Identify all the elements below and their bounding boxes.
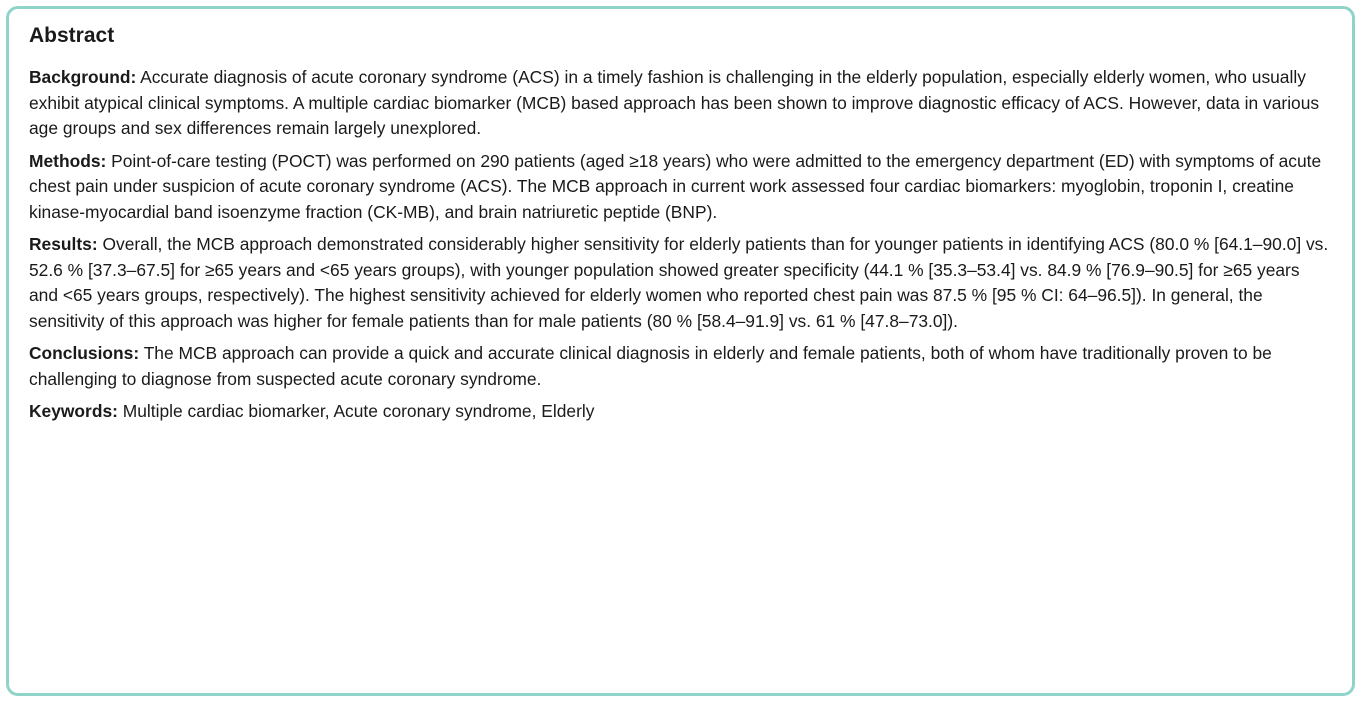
conclusions-text: The MCB approach can provide a quick and accurate clinical diagnosis in elderly and female patients, both of whom have traditionally proven to be challenging to diagnose from suspected acute coronary syndrome. — [29, 343, 1272, 389]
abstract-heading: Abstract — [29, 24, 115, 47]
background-section — [29, 65, 1332, 142]
keywords-section — [29, 399, 1332, 425]
conclusions-label: Conclusions: — [29, 343, 140, 363]
methods-section — [29, 149, 1332, 226]
background-text: Accurate diagnosis of acute coronary syndrome (ACS) in a timely fashion is challenging in the elderly population, especially elderly women, who usually exhibit atypical clinical symptoms. A multiple cardiac biomarker (MCB) based approach has been shown to improve diagnostic efficacy of ACS. However, data in various age groups and sex differences remain largely unexplored. — [29, 67, 1320, 138]
keywords-label: Keywords: — [29, 401, 118, 421]
conclusions-section — [29, 341, 1332, 392]
methods-text: Point-of-care testing (POCT) was performed on 290 patients (aged ≥18 years) who were admitted to the emergency department (ED) with symptoms of acute chest pain under suspicion of acute coronary syndrome (ACS). The MCB approach in current work assessed four cardiac biomarkers: myoglobin, troponin I, creatine kinase-myocardial band isoenzyme fraction (CK-MB), and brain natriuretic peptide (BNP). — [29, 150, 1322, 222]
results-text: Overall, the MCB approach demonstrated considerably higher sensitivity for elderly patients than for younger patients in identifying ACS (80.0 % [64.1–90.0] vs. 52.6 % [37.3–67.5] for ≥65 years and <65 years groups), with younger population showed greater specificity (44.1 % [35.3–53.4] vs. 84.9 % [76.9–90.5] for ≥65 years and <65 years groups, respectively). The highest sensitivity achieved for elderly women who reported chest pain was 87.5 % [95 % CI: 64–96.5]). In general, the sensitivity of this approach was higher for female patients than for male patients (80 % [58.4–91.9] vs. 61 % [47.8–73.0]). — [29, 234, 1329, 331]
methods-label: Methods: — [29, 150, 107, 171]
background-label: Background: — [29, 67, 137, 87]
keywords-text: Multiple cardiac biomarker, Acute coronary syndrome, Elderly — [122, 401, 595, 421]
abstract-box — [6, 6, 1355, 696]
results-section — [29, 232, 1332, 334]
results-label: Results: — [29, 234, 98, 254]
